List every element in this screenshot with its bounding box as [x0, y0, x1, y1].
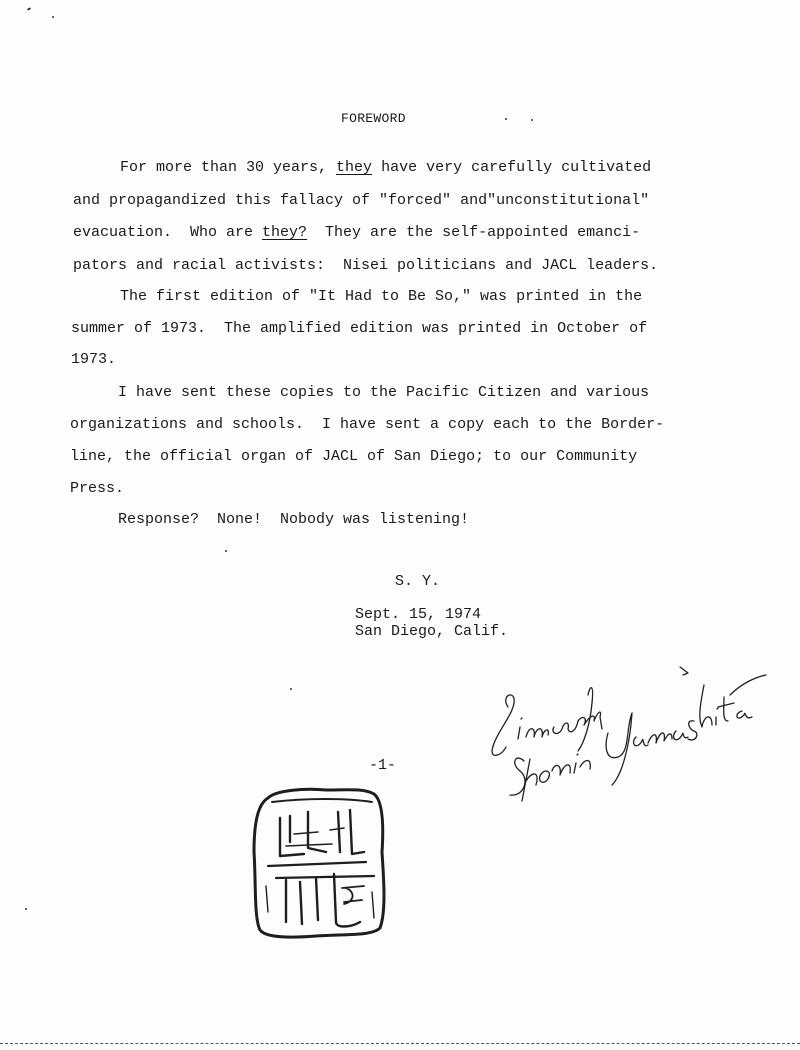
body-line-1: For more than 30 years, they have very carefully cultivated [120, 159, 652, 176]
scan-speck [531, 119, 533, 121]
underlined-word: they? [262, 224, 308, 241]
body-line-7: 1973. [71, 351, 117, 368]
document-place: San Diego, Calif. [355, 623, 509, 640]
ink-stamp-seal [246, 782, 392, 942]
body-line-12: Response? None! Nobody was listening! [118, 511, 470, 528]
author-initials: S. Y. [395, 573, 441, 590]
scan-speck [27, 7, 31, 11]
page-number: -1- [369, 757, 397, 774]
handwritten-signature [480, 655, 780, 815]
scan-speck [290, 688, 292, 690]
body-line-10: line, the official organ of JACL of San Diego; to our Community [70, 448, 638, 465]
page-bottom-edge [0, 1043, 800, 1044]
body-line-4: pators and racial activists: Nisei politicians and JACL leaders. [73, 257, 659, 274]
scan-speck [225, 550, 227, 552]
page-title: FOREWORD [341, 111, 406, 126]
scan-speck [52, 16, 54, 18]
body-line-11: Press. [70, 480, 125, 497]
underlined-word: they [336, 159, 373, 176]
scan-speck [505, 118, 507, 120]
body-line-6: summer of 1973. The amplified edition was printed in October of [71, 320, 648, 337]
body-line-5: The first edition of "It Had to Be So," was printed in the [120, 288, 643, 305]
body-line-8: I have sent these copies to the Pacific Citizen and various [118, 384, 650, 401]
document-date: Sept. 15, 1974 [355, 606, 482, 623]
scan-speck [25, 908, 27, 910]
body-line-3: evacuation. Who are they? They are the self-appointed emanci- [73, 224, 641, 241]
body-line-9: organizations and schools. I have sent a copy each to the Border- [70, 416, 665, 433]
body-line-2: and propagandized this fallacy of "forced" and"unconstitutional" [73, 192, 650, 209]
